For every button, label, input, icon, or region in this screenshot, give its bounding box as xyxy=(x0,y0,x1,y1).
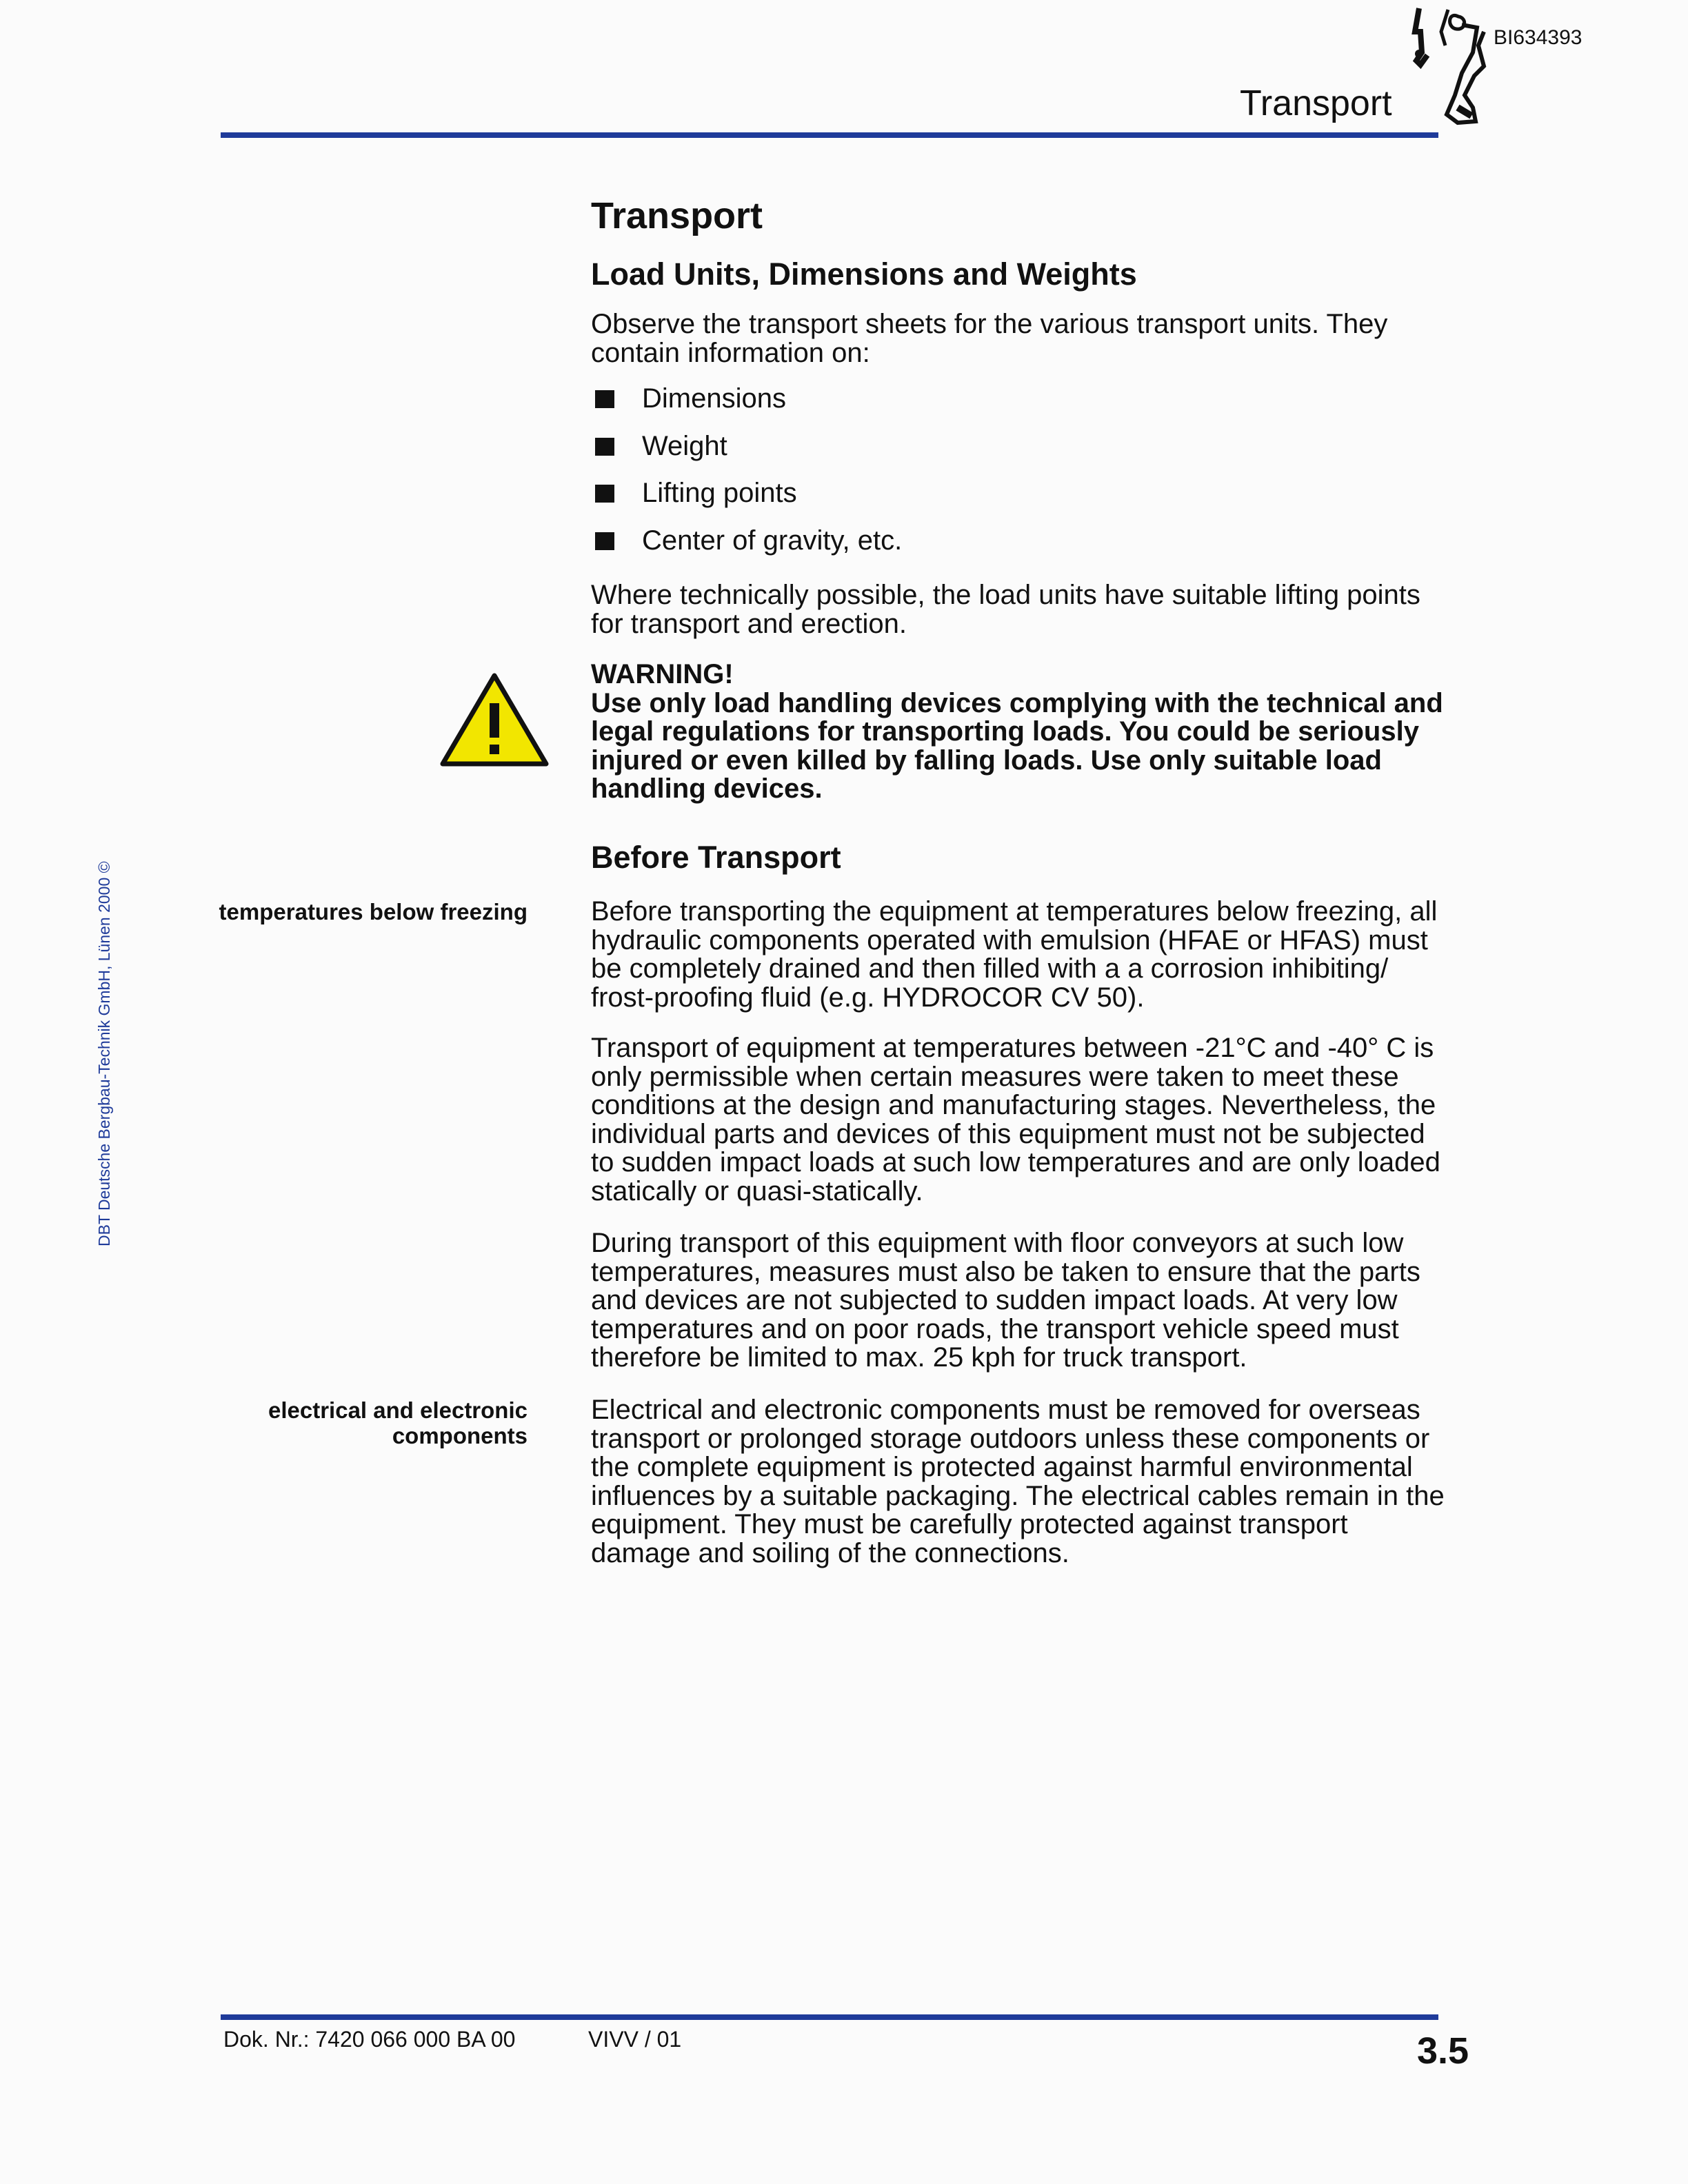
bullet-square-icon xyxy=(595,438,614,456)
bullet-square-icon xyxy=(595,485,614,503)
freezing-paragraph: Before transporting the equipment at temperatures below freezing, all hydraulic components operated with emulsion (HFAE or HFAS) must be completely drained and then filled with a a corrosion inhibiting/ frost-proofing fluid (e.g. HYDROCOR CV 50). xyxy=(591,896,1438,1013)
list-item xyxy=(591,383,902,431)
warning-text: Use only load handling devices complying with the technical and legal regulations for transporting loads. You could be seriously injured or even killed by falling loads. Use only suitable load handling devices. xyxy=(591,687,1443,804)
electrical-components-paragraph: Electrical and electronic components must be removed for overseas transport or prolonged storage outdoors unless these components or the complete equipment is protected against harmful environmental influences by a suitable packaging. The electrical cables remain in the equipment. They must be carefully protected against transport damage and soiling of the connections. xyxy=(591,1395,1445,1568)
section-heading-before-transport: Before Transport xyxy=(591,840,841,875)
floor-conveyor-paragraph: During transport of this equipment with floor conveyors at such low temperatures, measures must also be taken to ensure that the parts and devices are not subjected to sudden impact loads. At very low temperatures and on poor roads, the transport vehicle speed must therefore be limited to max. 25 kph for truck transport. xyxy=(591,1228,1420,1373)
list-item xyxy=(591,478,902,525)
list-item-label: Center of gravity, etc. xyxy=(642,525,903,556)
page-title: Transport xyxy=(591,195,763,236)
footer-version: VIVV / 01 xyxy=(588,2027,682,2052)
intro-paragraph: Observe the transport sheets for the various transport units. They contain information on: xyxy=(591,309,1388,368)
lifting-points-paragraph: Where technically possible, the load units have suitable lifting points for transport and erection. xyxy=(591,580,1420,639)
list-item-label: Dimensions xyxy=(642,383,786,414)
document-code: BI634393 xyxy=(1494,26,1582,49)
list-item-label: Lifting points xyxy=(642,478,797,508)
list-item xyxy=(591,431,902,478)
list-item-label: Weight xyxy=(642,430,727,461)
list-item xyxy=(591,525,902,573)
warning-block xyxy=(591,660,1453,804)
margin-label-temperatures: temperatures below freezing xyxy=(219,899,528,924)
footer-rule xyxy=(221,2014,1438,2020)
warning-triangle-icon xyxy=(439,671,550,768)
bullet-square-icon xyxy=(595,532,614,550)
header-rule xyxy=(221,132,1438,138)
low-temperature-paragraph: Transport of equipment at temperatures between -21°C and -40° C is only permissible when certain measures were taken to meet these conditions at the design and manufacturing stages. Nevertheless, the individual parts and devices of this equipment must not be subjected to sudden impact loads at such low temperatures and are only loaded statically or quasi-statically. xyxy=(591,1033,1440,1206)
margin-label-electrical: electrical and electronic components xyxy=(268,1397,528,1448)
miner-figure-icon xyxy=(1407,4,1496,128)
page-number: 3.5 xyxy=(1417,2030,1469,2072)
copyright-notice: DBT Deutsche Bergbau-Technik GmbH, Lünen 2000 © xyxy=(95,861,113,1246)
section-heading-load-units: Load Units, Dimensions and Weights xyxy=(591,256,1137,292)
header-section-title: Transport xyxy=(1240,83,1392,123)
warning-label: WARNING! xyxy=(591,659,734,689)
footer-doc-number: Dok. Nr.: 7420 066 000 BA 00 xyxy=(223,2027,516,2052)
bullet-square-icon xyxy=(595,390,614,408)
info-bullet-list xyxy=(591,383,902,572)
